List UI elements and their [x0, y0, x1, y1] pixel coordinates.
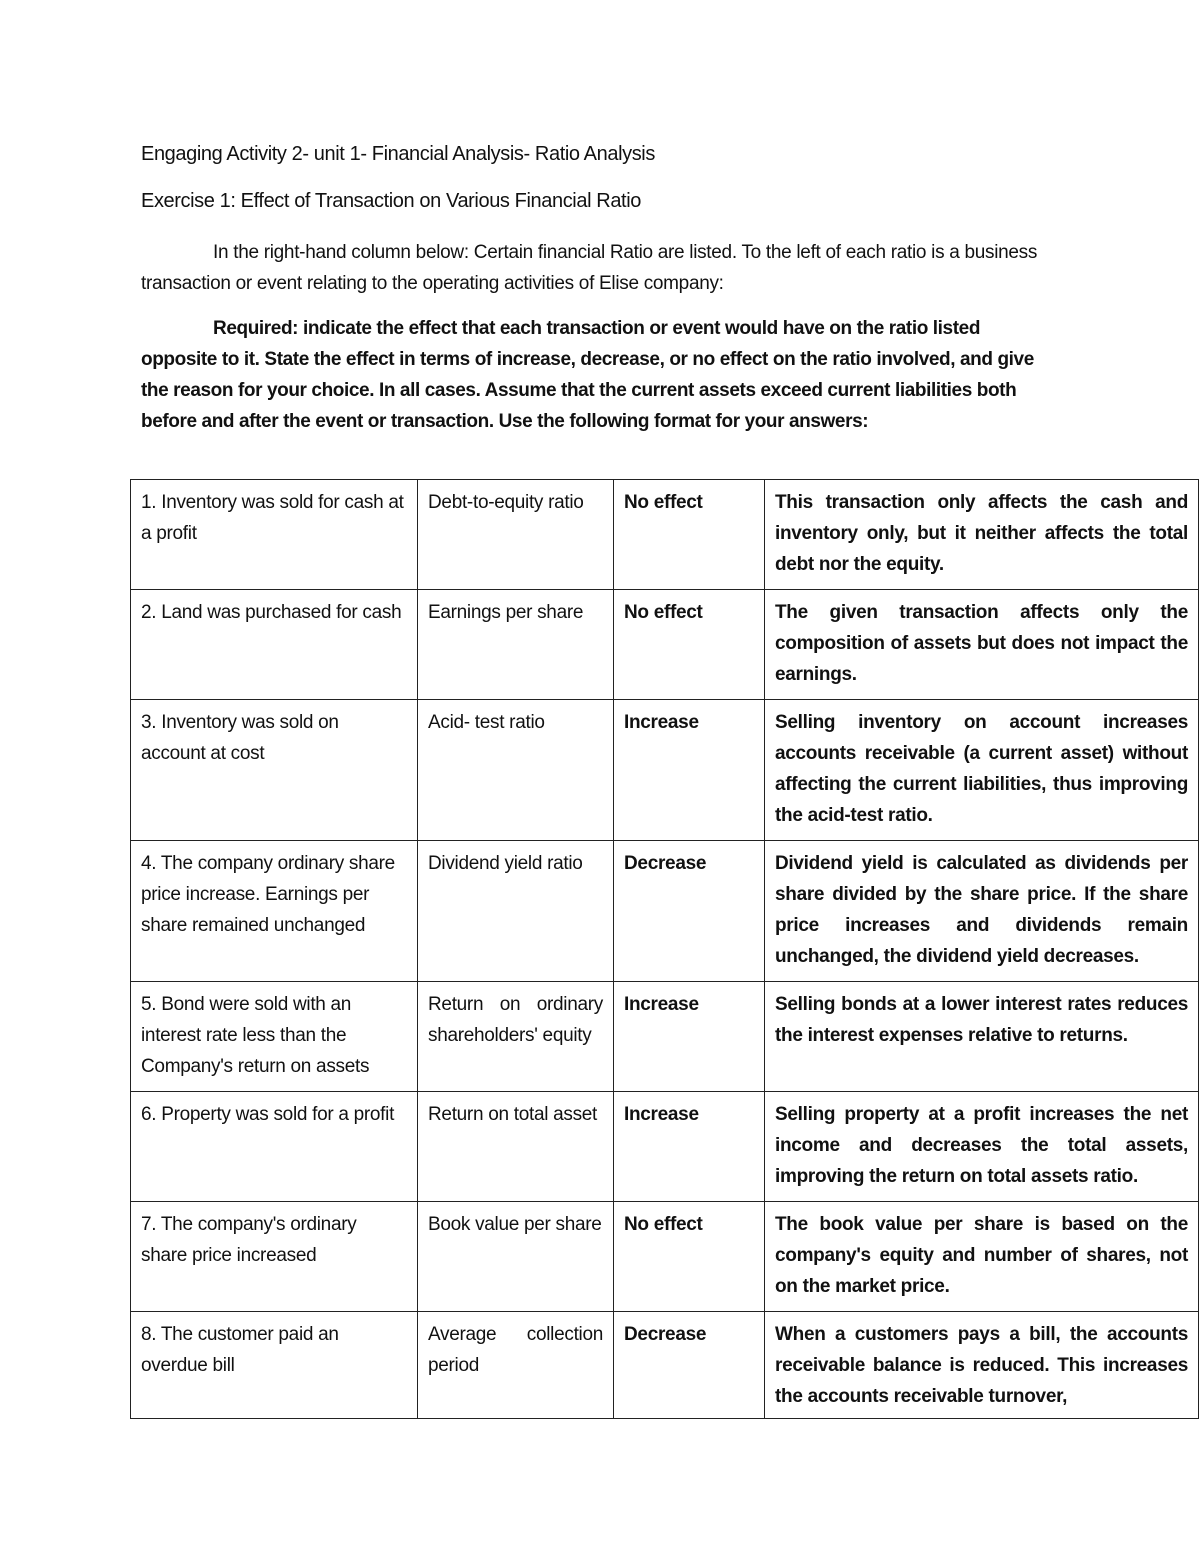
document-title: Engaging Activity 2- unit 1- Financial Analysis- Ratio Analysis: [141, 143, 655, 165]
transaction-cell: 7. The company's ordinary share price increased: [131, 1202, 418, 1312]
ratio-cell: Return on total asset: [418, 1092, 614, 1202]
reason-cell: The book value per share is based on the company's equity and number of shares, not on the market price.: [765, 1202, 1199, 1312]
transaction-cell: 8. The customer paid an overdue bill: [131, 1312, 418, 1419]
required-paragraph: [141, 313, 1041, 437]
effect-cell: Decrease: [614, 1312, 765, 1419]
transaction-cell: 1. Inventory was sold for cash at a profit: [131, 480, 418, 590]
ratio-cell: Acid- test ratio: [418, 700, 614, 841]
ratio-cell: Return on ordinary shareholders' equity: [418, 982, 614, 1092]
reason-cell: This transaction only affects the cash and inventory only, but it neither affects the total debt nor the equity.: [765, 480, 1199, 590]
effect-cell: No effect: [614, 1202, 765, 1312]
table-row: [131, 982, 1199, 1092]
effect-cell: Increase: [614, 700, 765, 841]
reason-cell: Dividend yield is calculated as dividends per share divided by the share price. If the share price increases and dividends remain unchanged, the dividend yield decreases.: [765, 841, 1199, 982]
ratio-cell: Dividend yield ratio: [418, 841, 614, 982]
effect-cell: Increase: [614, 982, 765, 1092]
reason-cell: Selling bonds at a lower interest rates reduces the interest expenses relative to returns.: [765, 982, 1199, 1092]
reason-cell: The given transaction affects only the composition of assets but does not impact the earnings.: [765, 590, 1199, 700]
intro-paragraph: [141, 237, 1061, 299]
transaction-cell: 3. Inventory was sold on account at cost: [131, 700, 418, 841]
table-row: [131, 590, 1199, 700]
table-row: [131, 700, 1199, 841]
table-row: [131, 1312, 1199, 1419]
exercise-heading: Exercise 1: Effect of Transaction on Various Financial Ratio: [141, 190, 641, 212]
reason-text: When a customers pays a bill, the accounts receivable balance is reduced. This increases the accounts receivable turnover,: [775, 1324, 1188, 1407]
ratio-cell: Earnings per share: [418, 590, 614, 700]
required-text: Required: indicate the effect that each transaction or event would have on the ratio listed opposite to it. State the effect in terms of increase, decrease, or no effect on the ratio involved, and give the reason for your choice. In all cases. Assume that the current assets exceed current liabilities both before and after the event or transaction. Use the following format for your answers:: [141, 318, 1034, 432]
ratio-cell: Average collection period: [418, 1312, 614, 1419]
transaction-cell: 2. Land was purchased for cash: [131, 590, 418, 700]
effect-cell: No effect: [614, 590, 765, 700]
transaction-cell: 4. The company ordinary share price increase. Earnings per share remained unchanged: [131, 841, 418, 982]
reason-cell: [765, 1312, 1199, 1419]
table-row: [131, 1092, 1199, 1202]
table-row: [131, 1202, 1199, 1312]
transaction-cell: 6. Property was sold for a profit: [131, 1092, 418, 1202]
reason-cell: Selling inventory on account increases accounts receivable (a current asset) without affecting the current liabilities, thus improving the acid-test ratio.: [765, 700, 1199, 841]
effect-cell: No effect: [614, 480, 765, 590]
effect-cell: Increase: [614, 1092, 765, 1202]
ratio-cell: Debt-to-equity ratio: [418, 480, 614, 590]
intro-text: In the right-hand column below: Certain financial Ratio are listed. To the left of each ratio is a business transaction or event relating to the operating activities of Elise company:: [141, 242, 1038, 294]
answers-table: [130, 479, 1199, 1419]
reason-cell: Selling property at a profit increases the net income and decreases the total assets, improving the return on total assets ratio.: [765, 1092, 1199, 1202]
table-row: [131, 480, 1199, 590]
effect-cell: Decrease: [614, 841, 765, 982]
table-row: [131, 841, 1199, 982]
ratio-cell: Book value per share: [418, 1202, 614, 1312]
transaction-cell: 5. Bond were sold with an interest rate less than the Company's return on assets: [131, 982, 418, 1092]
